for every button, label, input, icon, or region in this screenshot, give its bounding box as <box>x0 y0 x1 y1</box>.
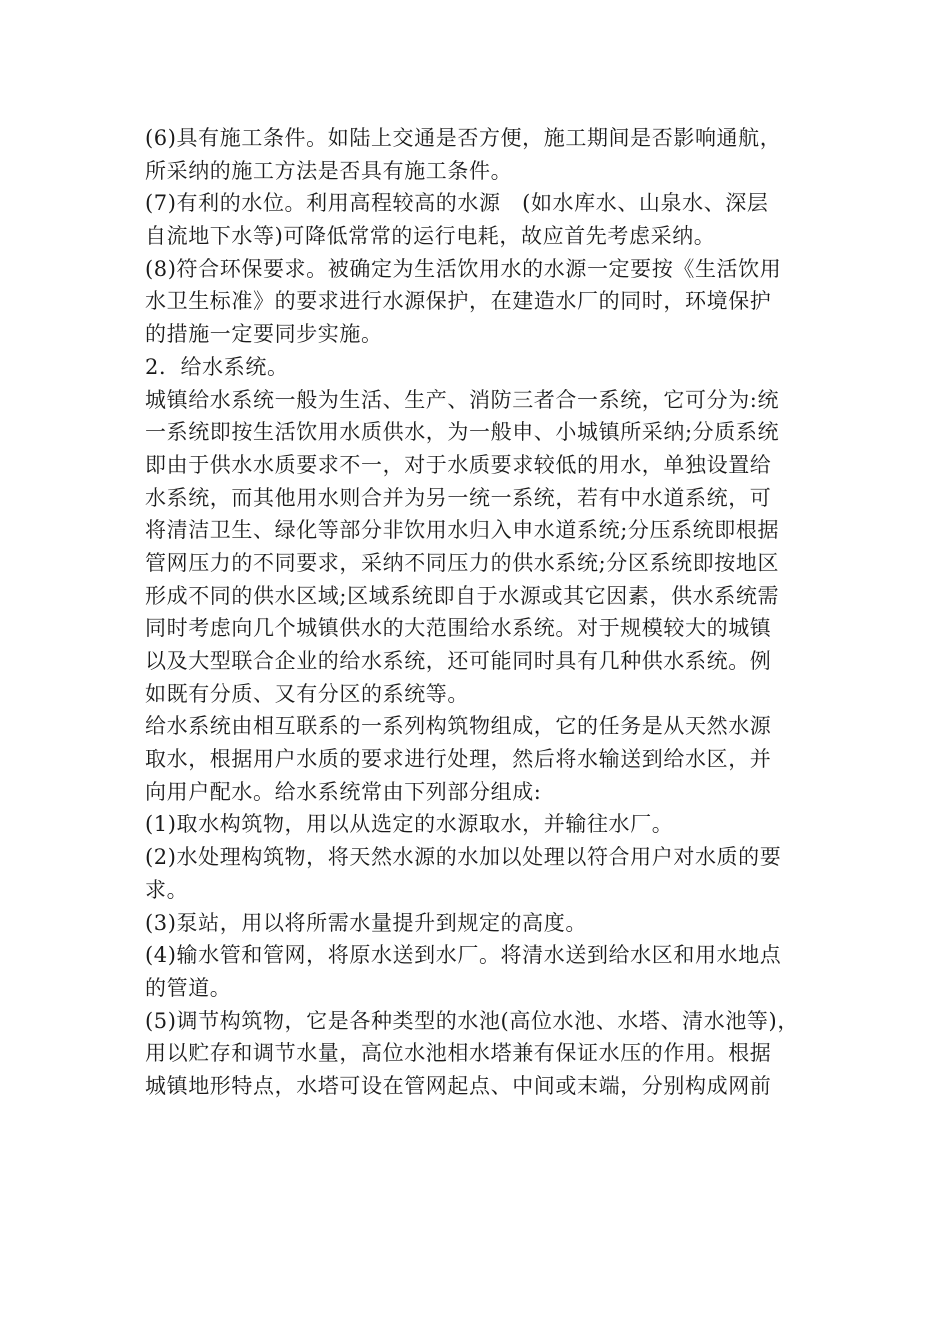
text-line: (6)具有施工条件。如陆上交通是否方便，施工期间是否影响通航， <box>145 126 782 150</box>
text-line: 城镇给水系统一般为生活、生产、消防三者合一系统，它可分为:统 <box>145 387 780 412</box>
text-line: 自流地下水等)可降低常常的运行电耗，故应首先考虑采纳。 <box>145 224 716 249</box>
text-line: (2)水处理构筑物，将天然水源的水加以处理以符合用户对水质的要 <box>145 845 782 870</box>
text-line: 的措施一定要同步实施。 <box>145 322 383 347</box>
text-line: 给水系统由相互联系的一系列构筑物组成，它的任务是从天然水源 <box>145 714 772 739</box>
text-line: 向用户配水。给水系统常由下列部分组成: <box>145 779 542 804</box>
section-heading: 2．给水系统。 <box>145 354 289 379</box>
text-line: 水系统，而其他用水则合并为另一统一系统，若有中水道系统，可 <box>145 485 772 510</box>
text-line: 形成不同的供水区域;区域系统即自于水源或其它因素，供水系统需 <box>145 583 780 608</box>
text-line: 城镇地形特点，水塔可设在管网起点、中间或末端，分别构成网前 <box>145 1073 772 1098</box>
text-line: 水卫生标准》的要求进行水源保护，在建造水厂的同时，环境保护 <box>145 289 772 314</box>
text-line: (7)有利的水位。利用高程较高的水源 (如水库水、山泉水、深层 <box>145 191 769 216</box>
text-line: 将清洁卫生、绿化等部分非饮用水归入申水道系统;分压系统即根据 <box>145 518 780 543</box>
text-line: 用以贮存和调节水量，高位水池相水塔兼有保证水压的作用。根据 <box>145 1041 772 1066</box>
text-line: 的管道。 <box>145 975 232 1000</box>
text-line: (1)取水构筑物，用以从选定的水源取水，并输往水厂。 <box>145 812 674 837</box>
text-line: (4)输水管和管网，将原水送到水厂。将清水送到给水区和用水地点 <box>145 943 782 968</box>
text-line: 以及大型联合企业的给水系统，还可能同时具有几种供水系统。例 <box>145 649 772 673</box>
text-line: 取水，根据用户水质的要求进行处理，然后将水输送到给水区，并 <box>145 747 772 772</box>
text-line: 一系统即按生活饮用水质供水，为一般申、小城镇所采纳;分质系统 <box>145 420 780 445</box>
text-line: (5)调节构筑物，它是各种类型的水池(高位水池、水塔、清水池等)， <box>145 1008 799 1033</box>
document-body <box>145 122 815 1103</box>
text-line: (8)符合环保要求。被确定为生活饮用水的水源一定要按《生活饮用 <box>145 256 782 281</box>
text-line: 求。 <box>145 877 189 902</box>
text-line: 所采纳的施工方法是否具有施工条件。 <box>145 158 513 183</box>
text-line: 如既有分质、又有分区的系统等。 <box>145 681 469 706</box>
text-line: 同时考虑向几个城镇供水的大范围给水系统。对于规模较大的城镇 <box>145 616 772 641</box>
text-line: 管网压力的不同要求，采纳不同压力的供水系统;分区系统即按地区 <box>145 550 780 575</box>
text-line: 即由于供水水质要求不一，对于水质要求较低的用水，单独设置给 <box>145 452 772 477</box>
text-line: (3)泵站，用以将所需水量提升到规定的高度。 <box>145 910 587 935</box>
